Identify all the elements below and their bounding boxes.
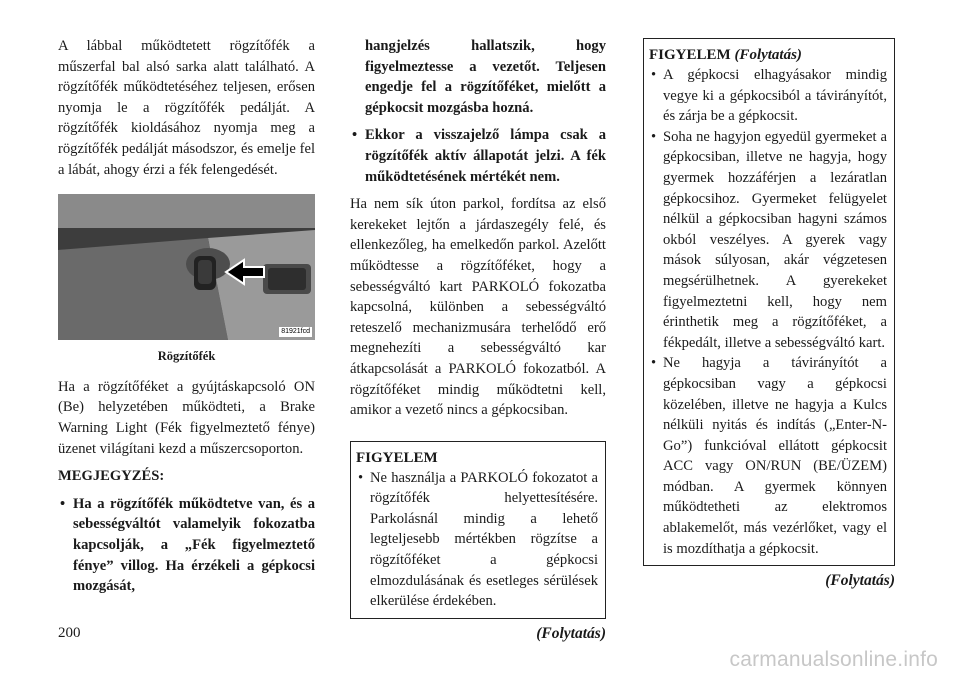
warning-box	[350, 441, 606, 619]
note-list	[58, 494, 315, 597]
warning-list-continued	[649, 65, 887, 559]
warning-list	[356, 468, 598, 612]
paragraph-brake-warning-light: Ha a rögzítőféket a gyújtáskapcsoló ON (Be) helyzetében működteti, a Brake Warning Light (Fék figyelmeztető fénye) üzenet világítani kezd a műszercsoporton.	[58, 378, 315, 457]
continued-label-right: (Folytatás)	[825, 572, 895, 590]
column-middle	[350, 36, 606, 644]
note-list-continued	[350, 36, 606, 187]
warning-title-text: FIGYELEM	[649, 47, 731, 63]
parking-brake-illustration	[58, 194, 315, 340]
note-bullet-2: • Ekkor a visszajelző lámpa csak a rögzítőfék aktív állapotát jelzi. A fék működtetésének mértékét nem.	[350, 125, 606, 187]
warning-title: FIGYELEM	[356, 449, 438, 466]
page-number: 200	[58, 625, 81, 641]
column-left	[58, 36, 315, 597]
warning-bullet-enter-n-go: • Ne hagyja a távirányítót a gépkocsiban vagy a gépkocsi közelében, illetve ne hagyja a Kulcs nélküli nyitás és indítás („Enter-N-Go”) funkcióval ellátott gépkocsit ACC vagy ON/RUN (BE/ÜZEM) módban. A gyermek könnyen működtetheti az elektromos ablakemelőt, más vezérlőket, vagy el is mozdíthatja a gépkocsit.	[649, 353, 887, 559]
photo-caption: Rögzítőfék	[157, 349, 216, 364]
paragraph-slope-parking: Ha nem sík úton parkol, fordítsa az első kerekeket lejtőn a járdaszegély felé, és ellenkezőleg, ha emelkedőn parkol. Azelőtt működtesse a rögzítőféket, hogy a sebességváltó kart PARKOLÓ fokozatba kapcsolná, különben a sebességváltó reteszelő mechanizmusára terhelődő erő megnehezíti a sebességváltó kar átkapcsolását a PARKOLÓ fokozatból. A rögzítőféket mindig működtetni kell, amikor a vezető nincs a gépkocsiban.	[350, 196, 606, 419]
column-right	[643, 38, 895, 592]
note-bullet-1-continued: hangjelzés hallatszik, hogy figyelmeztesse a vezetőt. Teljesen engedje fel a rögzítőféket, mielőtt a gépkocsit mozgásba hozná.	[365, 38, 606, 116]
warning-title-cont: (Folytatás)	[734, 47, 802, 63]
warning-bullet-1: • Ne használja a PARKOLÓ fokozatot a rögzítőfék helyettesítésére. Parkolásnál mindig a lehető legteljesebb mértékben rögzítse a rögzítőféket a gépkocsi elmozdulásának és esetleges sérülések elkerülése érdekében.	[356, 468, 598, 612]
paragraph-parking-brake-intro: A lábbal működtetett rögzítőfék a műszerfal bal alsó sarka alatt található. A rögzítőfék működtetéséhez teljesen, erősen nyomja le a rögzítőfék pedálját. A rögzítőfék kioldásához nyomja meg a rögzítőfék pedálját másodszor, és emelje fel a lábát, ahogy érzi a fék felengedését.	[58, 38, 315, 178]
continued-label: (Folytatás)	[536, 624, 606, 642]
warning-box-continued	[643, 38, 895, 566]
watermark: carmanualsonline.info	[729, 648, 938, 671]
note-bullet-1: • Ha a rögzítőfék működtetve van, és a sebességváltót valamelyik fokozatba kapcsolják, a „Fék figyelmeztető fénye” villog. Ha érzékeli a gépkocsi mozgását,	[58, 494, 315, 597]
note-heading: MEGJEGYZÉS:	[58, 468, 165, 485]
warning-bullet-children: • Soha ne hagyjon egyedül gyermeket a gépkocsiban, illetve ne hagyja, hogy gyermek hozzáférjen a lezáratlan gépkocsihoz. Gyermeket felügyelet nélkül a gépkocsiban hagyni számos okból veszélyes. A gyerek vagy mások súlyosan, akár végzetesen megsérülhetnek. A gyerekeket figyelmeztetni kell, hogy nem érinthetik meg a rögzítőféket, a fékpedált, illetve a sebességváltó kart.	[649, 127, 887, 354]
warning-bullet-keyfob: • A gépkocsi elhagyásakor mindig vegye ki a gépkocsiból a távirányítót, és zárja be a gépkocsit.	[649, 65, 887, 127]
warning-title-continued	[649, 45, 887, 65]
image-code-label: 81921fcd	[281, 328, 310, 336]
parking-brake-photo	[58, 194, 315, 340]
